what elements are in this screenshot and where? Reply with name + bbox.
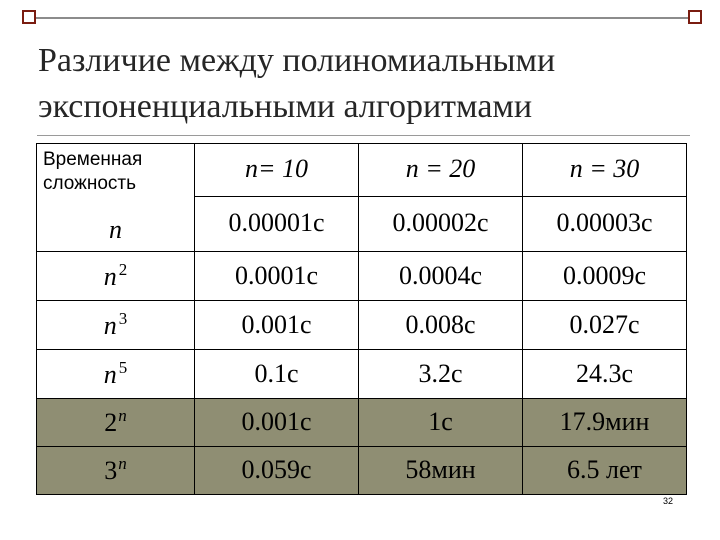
top-decor-line — [22, 17, 694, 19]
header-label-cell: Временная сложность — [37, 144, 195, 197]
table-cell: 0.059c — [195, 447, 359, 495]
table-cell: 0.008c — [359, 301, 523, 350]
slide-title-line-2: экспоненциальными алгоритмами — [38, 88, 533, 125]
top-right-square-icon — [688, 10, 702, 24]
table-cell: 0.027c — [523, 301, 687, 350]
top-left-square-icon — [22, 10, 36, 24]
table-row-highlighted — [37, 447, 687, 495]
table-cell: 0.1c — [195, 350, 359, 399]
slide-title-line-1: Различие между полиномиальными — [38, 42, 556, 79]
table-cell: 0.001c — [195, 399, 359, 447]
complexity-table — [36, 143, 687, 495]
table-header-row — [37, 144, 687, 197]
slide-title — [38, 38, 698, 130]
table-cell: 0.00003c — [523, 196, 687, 252]
row-label: 2$^n$ — [37, 399, 195, 447]
table-cell: 0.0009c — [523, 252, 687, 301]
table-row — [37, 196, 687, 252]
title-divider — [37, 135, 690, 136]
row-label: n $^3$ — [37, 301, 195, 350]
table-row — [37, 350, 687, 399]
header-col-1: n= 10 — [244, 154, 309, 184]
row-label: n — [37, 196, 195, 252]
row-label: n $^2$ — [37, 252, 195, 301]
table-cell: 3.2c — [359, 350, 523, 399]
table-cell: 0.00001c — [195, 196, 359, 252]
header-cell — [195, 144, 359, 197]
row-label: 3$^n$ — [37, 447, 195, 495]
header-col-3: n = 30 — [569, 154, 640, 184]
table-row — [37, 252, 687, 301]
header-col-2: n = 20 — [405, 154, 476, 184]
slide-number: 32 — [663, 496, 674, 506]
header-cell — [359, 144, 523, 197]
table-row — [37, 301, 687, 350]
table-cell: 1c — [359, 399, 523, 447]
header-cell — [523, 144, 687, 197]
row-label: n $^5$ — [37, 350, 195, 399]
table-cell: 6.5 лет — [523, 447, 687, 495]
table-cell: 58мин — [359, 447, 523, 495]
table-cell: 0.0001c — [195, 252, 359, 301]
table-cell: 0.001c — [195, 301, 359, 350]
table-row-highlighted — [37, 399, 687, 447]
table-cell: 0.00002c — [359, 196, 523, 252]
table-cell: 24.3c — [523, 350, 687, 399]
table-cell: 0.0004c — [359, 252, 523, 301]
table-cell: 17.9мин — [523, 399, 687, 447]
